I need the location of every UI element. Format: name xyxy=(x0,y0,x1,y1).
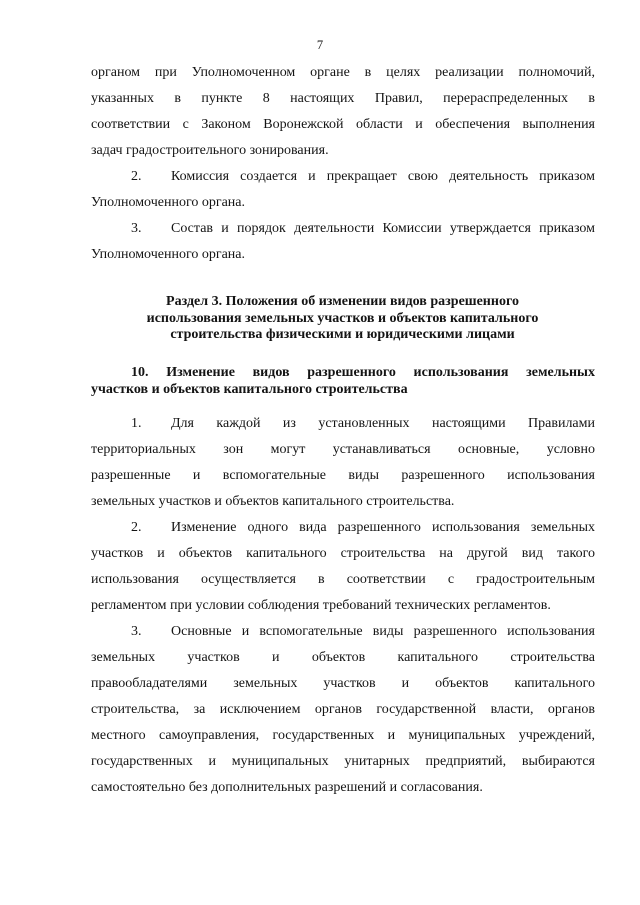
text-line: земельных участков и объектов капитального строительства. xyxy=(91,494,455,509)
text-line xyxy=(91,411,595,437)
paragraph-item xyxy=(91,164,595,216)
section-heading xyxy=(100,294,585,344)
article-heading xyxy=(91,365,595,398)
text-line: указанных в пункте 8 настоящих Правил, перераспределенных в xyxy=(91,91,595,106)
heading-line: Раздел 3. Положения об изменении видов разрешенного xyxy=(166,294,519,309)
item-text: Состав и порядок деятельности Комиссии утверждается приказом xyxy=(171,221,595,236)
item-text: Для каждой из установленных настоящими Правилами xyxy=(171,416,595,431)
heading-line: 10. Изменение видов разрешенного использования земельных xyxy=(131,365,595,380)
item-text: Изменение одного вида разрешенного использования земельных xyxy=(171,520,595,535)
page-number: 7 xyxy=(316,38,324,52)
text-line: территориальных зон могут устанавливаться основные, условно xyxy=(91,442,595,457)
text-line: разрешенные и вспомогательные виды разрешенного использования xyxy=(91,468,595,483)
text-line: Уполномоченного органа. xyxy=(91,195,245,210)
text-line: задач градостроительного зонирования. xyxy=(91,143,329,158)
text-line xyxy=(91,515,595,541)
item-number: 3. xyxy=(131,624,142,639)
heading-line: строительства физическими и юридическими лицами xyxy=(170,327,515,342)
paragraph-item xyxy=(91,619,595,801)
text-line: участков и объектов капитального строительства на другой вид такого xyxy=(91,546,595,561)
text-line: использования осуществляется в соответствии с градостроительным xyxy=(91,572,595,587)
text-line xyxy=(91,619,595,645)
text-line: государственных и муниципальных унитарных предприятий, выбираются xyxy=(91,754,595,769)
text-line: регламентом при условии соблюдения требований технических регламентов. xyxy=(91,598,551,613)
item-number: 2. xyxy=(131,169,142,184)
item-text: Основные и вспомогательные виды разрешенного использования xyxy=(171,624,595,639)
continuation-paragraph xyxy=(91,60,595,164)
text-line: Уполномоченного органа. xyxy=(91,247,245,262)
heading-line: участков и объектов капитального строительства xyxy=(91,381,408,397)
text-line: правообладателями земельных участков и объектов капитального xyxy=(91,676,595,691)
text-line: строительства, за исключением органов государственной власти, органов xyxy=(91,702,595,717)
text-line: соответствии с Законом Воронежской области и обеспечения выполнения xyxy=(91,117,595,132)
heading-line: использования земельных участков и объектов капитального xyxy=(146,310,539,326)
item-text: Комиссия создается и прекращает свою деятельность приказом xyxy=(171,169,595,184)
paragraph-item xyxy=(91,216,595,268)
text-line: земельных участков и объектов капитального строительства xyxy=(91,650,595,665)
text-line: местного самоуправления, государственных и муниципальных учреждений, xyxy=(91,728,595,743)
item-number: 1. xyxy=(131,416,142,431)
text-line: органом при Уполномоченном органе в целях реализации полномочий, xyxy=(91,65,595,80)
item-number: 3. xyxy=(131,221,142,236)
text-line: самостоятельно без дополнительных разрешений и согласования. xyxy=(91,780,483,795)
text-line xyxy=(91,164,595,190)
paragraph-item xyxy=(91,515,595,619)
text-line xyxy=(91,216,595,242)
item-number: 2. xyxy=(131,520,142,535)
paragraph-item xyxy=(91,411,595,515)
